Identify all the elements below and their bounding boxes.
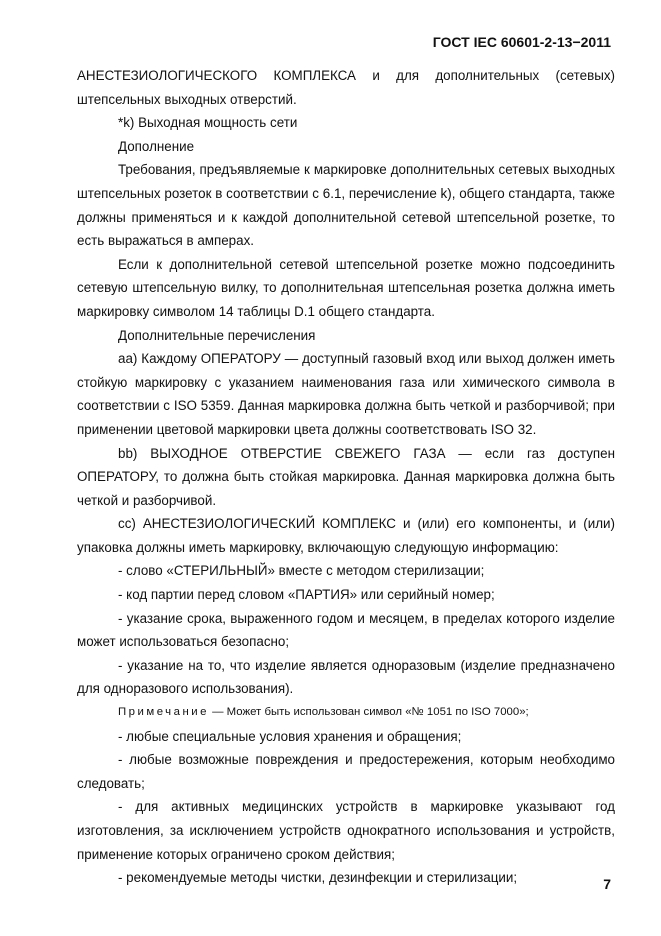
standard-header: ГОСТ IEC 60601-2-13−2011 <box>432 34 611 50</box>
paragraph: Если к дополнительной сетевой штепсельной розетке можно подсоединить сетевую штепсельную вилку, то дополнительная штепсельная розетка должна иметь маркировку символом 14 таблицы D.1 общего стандарта. <box>77 256 615 319</box>
document-body <box>77 64 615 890</box>
paragraph: аа) Каждому ОПЕРАТОРУ — доступный газовый вход или выход должен иметь стойкую маркировку с указанием наименования газа или химического символа в соответствии с ISO 5359. Данная маркировка должна быть четкой и разборчивой; при применении цветовой маркировки цвета должны соответствовать ISO 32. <box>77 351 615 437</box>
list-item: - любые специальные условия хранения и обращения; <box>118 728 462 744</box>
note <box>77 701 615 725</box>
note-label: Примечание <box>118 706 209 719</box>
list-item: - указание на то, что изделие является одноразовым (изделие предназначено для одноразового использования). <box>77 657 615 697</box>
paragraph: АНЕСТЕЗИОЛОГИЧЕСКОГО КОМПЛЕКСА и для дополнительных (сетевых) штепсельных выходных отверстий. <box>77 68 615 107</box>
paragraph: Требования, предъявляемые к маркировке дополнительных сетевых выходных штепсельных розеток в соответствии с 6.1, перечисление k), общего стандарта, также должны применяться и к каждой дополнительной сетевой штепсельной розетке, то есть выражаться в амперах. <box>77 162 615 249</box>
paragraph: *k) Выходная мощность сети <box>118 115 298 131</box>
list-item: - любые возможные повреждения и предостережения, которым необходимо следовать; <box>77 752 615 791</box>
list-item: - код партии перед словом «ПАРТИЯ» или серийный номер; <box>118 587 495 603</box>
page-number: 7 <box>603 876 611 892</box>
list-item: - слово «СТЕРИЛЬНЫЙ» вместе с методом стерилизации; <box>118 563 485 579</box>
list-item: - для активных медицинских устройств в маркировке указывают год изготовления, за исключением устройств однократного использования и устройств, применение которых ограничено сроком действия; <box>77 799 615 862</box>
list-item: - рекомендуемые методы чистки, дезинфекции и стерилизации; <box>118 870 518 886</box>
note-text: — Может быть использован символ «№ 1051 по ISO 7000»; <box>208 706 529 719</box>
list-item: - указание срока, выраженного годом и месяцем, в пределах которого изделие может использоваться безопасно; <box>77 610 615 650</box>
paragraph: Дополнение <box>118 138 195 154</box>
paragraph: сс) АНЕСТЕЗИОЛОГИЧЕСКИЙ КОМПЛЕКС и (или) его компоненты, и (или) упаковка должны иметь маркировку, включающую следующую информацию: <box>77 516 615 555</box>
paragraph: Дополнительные перечисления <box>118 327 316 343</box>
paragraph: bb) ВЫХОДНОЕ ОТВЕРСТИЕ СВЕЖЕГО ГАЗА — если газ доступен ОПЕРАТОРУ, то должна быть стойкая маркировка. Данная маркировка должна быть четкой и разборчивой. <box>77 445 615 508</box>
